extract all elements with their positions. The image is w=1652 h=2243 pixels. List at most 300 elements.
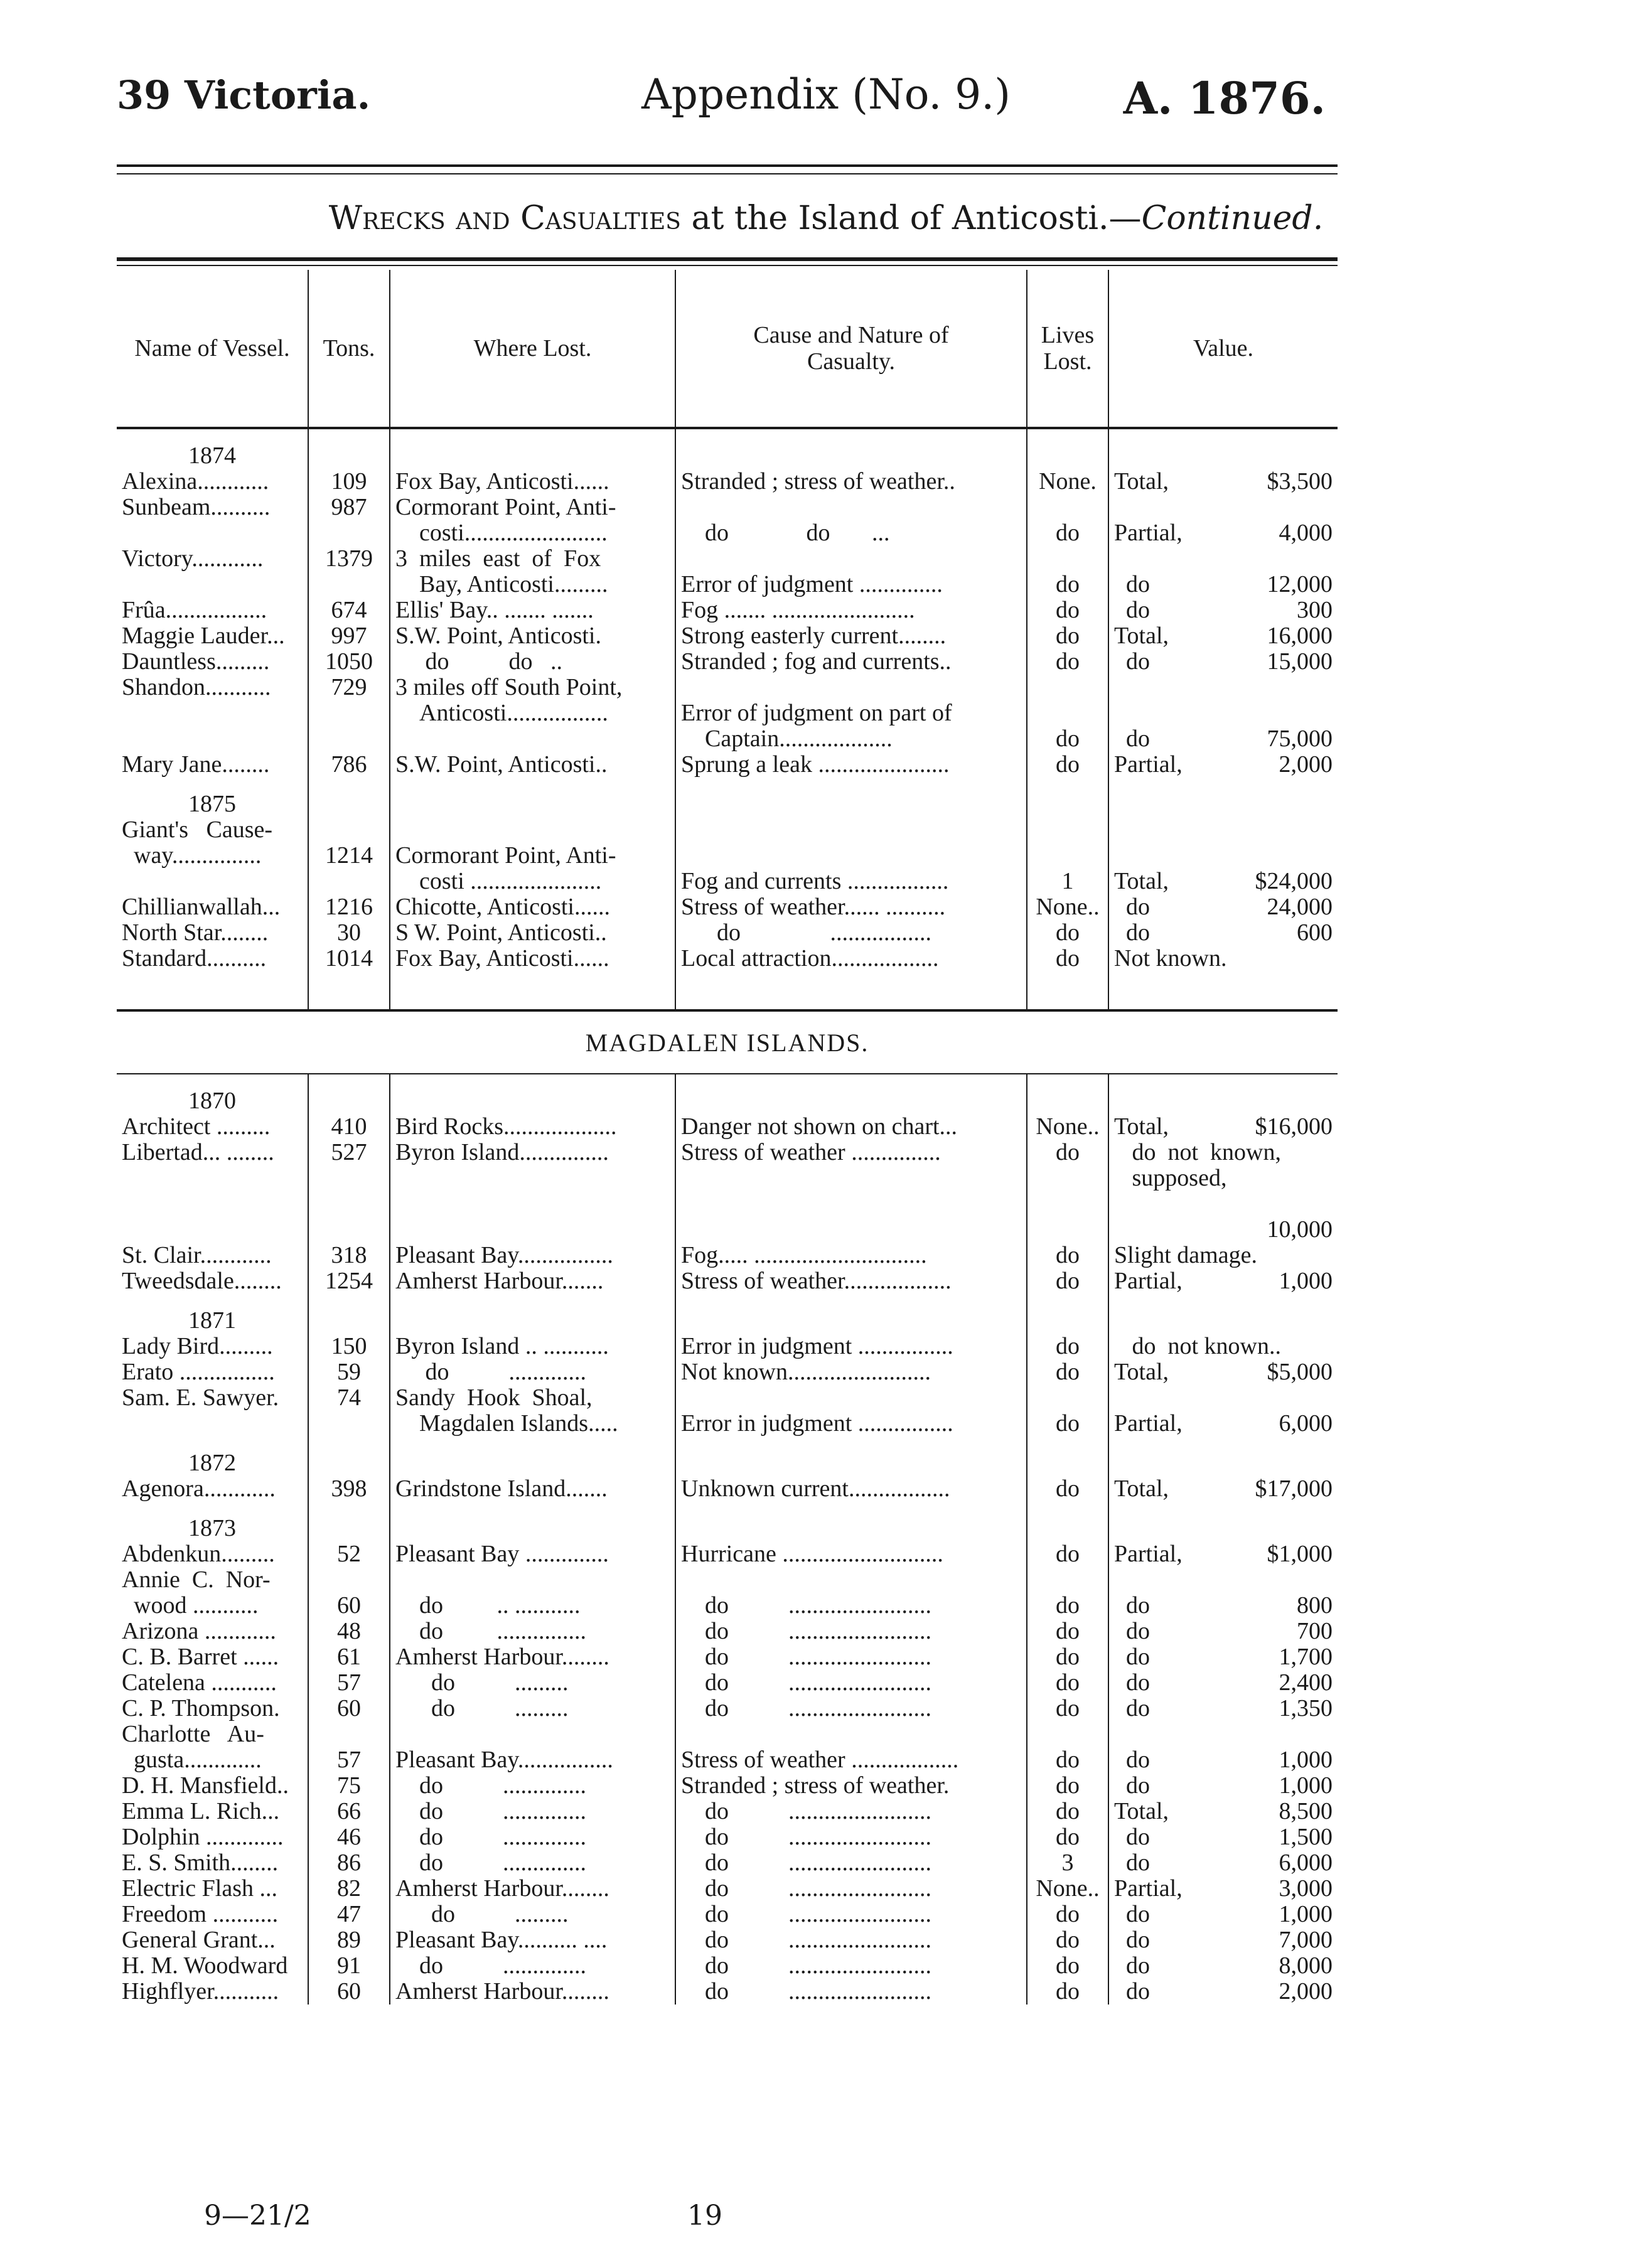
value-amount: 2,000 bbox=[1279, 751, 1333, 778]
casualty-cause: Fog and currents ................. bbox=[675, 817, 1027, 894]
year-label: 1871 bbox=[188, 1307, 236, 1334]
lives-lost: do bbox=[1027, 1140, 1108, 1243]
where-lost: do .............. bbox=[390, 1850, 675, 1876]
where-lost: S W. Point, Anticosti.. bbox=[390, 920, 675, 946]
vessel-tons: 52 bbox=[308, 1541, 390, 1567]
vessel-tons: 1014 bbox=[308, 946, 390, 972]
vessel-tons: 997 bbox=[308, 623, 390, 649]
vessel-tons: 60 bbox=[308, 1696, 390, 1721]
caption-rule-thin bbox=[117, 265, 1338, 266]
empty-cell bbox=[390, 428, 675, 469]
value-amount: 1,000 bbox=[1279, 1747, 1333, 1773]
where-lost: Pleasant Bay.......... .... bbox=[390, 1927, 675, 1953]
value-amount: 1,500 bbox=[1279, 1824, 1333, 1850]
value-cell bbox=[1108, 1773, 1338, 1799]
empty-cell bbox=[308, 1074, 390, 1114]
vessel-name: Maggie Lauder... bbox=[122, 623, 285, 649]
value-type: do bbox=[1114, 1901, 1150, 1927]
lives-lost: do bbox=[1027, 1359, 1108, 1385]
empty-cell bbox=[390, 1502, 675, 1541]
casualty-cause: Stress of weather...... .......... bbox=[675, 894, 1027, 920]
vessel-tons: 86 bbox=[308, 1850, 390, 1876]
where-lost: Byron Island............... bbox=[390, 1140, 675, 1243]
lives-lost: do bbox=[1027, 1334, 1108, 1359]
value-amount: 12,000 bbox=[1267, 571, 1333, 597]
section-title: MAGDALEN ISLANDS. bbox=[117, 1010, 1338, 1074]
where-lost: do do .. bbox=[390, 649, 675, 675]
casualty-cause: Stranded ; fog and currents.. bbox=[675, 649, 1027, 675]
empty-cell bbox=[1027, 972, 1108, 1010]
col-header-vessel: Name of Vessel. bbox=[117, 270, 308, 428]
value-cell bbox=[1108, 597, 1338, 623]
vessel-name: Electric Flash ... bbox=[122, 1875, 277, 1902]
value-type: Total, bbox=[1114, 623, 1169, 649]
vessel-tons: 74 bbox=[308, 1385, 390, 1437]
value-cell bbox=[1108, 675, 1338, 752]
casualty-cause: do ........................ bbox=[675, 1876, 1027, 1902]
value-type: do not known.. bbox=[1114, 1333, 1281, 1359]
vessel-tons: 527 bbox=[308, 1140, 390, 1243]
empty-cell bbox=[1027, 1294, 1108, 1334]
lives-lost: do bbox=[1027, 1670, 1108, 1696]
table-caption bbox=[0, 200, 1652, 237]
lives-lost: None. bbox=[1027, 469, 1108, 495]
casualty-cause: do do ... bbox=[675, 495, 1027, 546]
empty-cell bbox=[675, 1294, 1027, 1334]
value-cell bbox=[1108, 1876, 1338, 1902]
year-label: 1874 bbox=[188, 442, 236, 469]
lives-lost: do bbox=[1027, 1385, 1108, 1437]
empty-cell bbox=[1108, 972, 1338, 1010]
value-cell bbox=[1108, 649, 1338, 675]
casualty-cause: Stress of weather ............... bbox=[675, 1140, 1027, 1243]
value-type: Not known. bbox=[1114, 945, 1227, 972]
where-lost: do ......... bbox=[390, 1902, 675, 1927]
value-cell bbox=[1108, 546, 1338, 597]
lives-lost: do bbox=[1027, 649, 1108, 675]
where-lost: Fox Bay, Anticosti...... bbox=[390, 469, 675, 495]
value-cell bbox=[1108, 1953, 1338, 1979]
vessel-name: Erato ................ bbox=[122, 1359, 275, 1385]
casualty-cause: Local attraction.................. bbox=[675, 946, 1027, 972]
value-amount: 75,000 bbox=[1267, 725, 1333, 752]
year-row bbox=[117, 778, 1338, 817]
empty-cell bbox=[308, 1437, 390, 1476]
value-type: do bbox=[1114, 1952, 1150, 1979]
vessel-name: Sam. E. Sawyer. bbox=[122, 1384, 279, 1411]
casualty-cause: Stress of weather .................. bbox=[675, 1721, 1027, 1773]
where-lost: Amherst Harbour........ bbox=[390, 1644, 675, 1670]
casualty-cause: Error in judgment ................ bbox=[675, 1334, 1027, 1359]
casualty-cause: Stranded ; stress of weather. bbox=[675, 1773, 1027, 1799]
vessel-name: Freedom ........... bbox=[122, 1901, 279, 1927]
col-header-where: Where Lost. bbox=[390, 270, 675, 428]
vessel-tons: 57 bbox=[308, 1670, 390, 1696]
casualty-cause: do ........................ bbox=[675, 1619, 1027, 1644]
vessel-name: Shandon........... bbox=[122, 674, 271, 700]
lives-lost: do bbox=[1027, 1268, 1108, 1294]
empty-cell bbox=[1027, 428, 1108, 469]
vessel-tons: 91 bbox=[308, 1953, 390, 1979]
vessel-name: Standard.......... bbox=[122, 945, 267, 972]
casualty-cause: do ........................ bbox=[675, 1670, 1027, 1696]
where-lost: Fox Bay, Anticosti...... bbox=[390, 946, 675, 972]
where-lost: Byron Island .. ........... bbox=[390, 1334, 675, 1359]
col-header-cause: Cause and Nature of Casualty. bbox=[675, 270, 1027, 428]
value-type: Total, bbox=[1114, 1113, 1169, 1140]
empty-cell bbox=[390, 778, 675, 817]
vessel-name: Sunbeam.......... bbox=[122, 494, 271, 520]
table-row bbox=[117, 1927, 1338, 1953]
value-amount: $1,000 bbox=[1267, 1541, 1333, 1567]
empty-cell bbox=[308, 1502, 390, 1541]
value-cell bbox=[1108, 1567, 1338, 1619]
casualty-cause: Error of judgment on part of Captain................... bbox=[675, 675, 1027, 752]
empty-cell bbox=[1108, 1502, 1338, 1541]
wrecks-table bbox=[117, 270, 1338, 2005]
value-cell bbox=[1108, 1243, 1338, 1268]
value-type: do bbox=[1114, 1927, 1150, 1953]
table-row bbox=[117, 1979, 1338, 2005]
value-type: do bbox=[1126, 1592, 1150, 1619]
table-row bbox=[117, 495, 1338, 546]
empty-cell bbox=[390, 1074, 675, 1114]
where-lost: do ............. bbox=[390, 1359, 675, 1385]
value-cell bbox=[1108, 1476, 1338, 1502]
casualty-cause: Error in judgment ................ bbox=[675, 1385, 1027, 1437]
value-type: Slight damage. bbox=[1114, 1242, 1257, 1268]
empty-cell bbox=[675, 1437, 1027, 1476]
table-row bbox=[117, 1243, 1338, 1268]
table-row bbox=[117, 1385, 1338, 1437]
vessel-tons: 57 bbox=[308, 1721, 390, 1773]
value-cell bbox=[1108, 1359, 1338, 1385]
casualty-cause: Unknown current................. bbox=[675, 1476, 1027, 1502]
value-type: do bbox=[1114, 1618, 1150, 1644]
value-type: do bbox=[1114, 919, 1150, 946]
vessel-tons: 1216 bbox=[308, 894, 390, 920]
where-lost: Pleasant Bay .............. bbox=[390, 1541, 675, 1567]
value-cell bbox=[1108, 946, 1338, 972]
table-row bbox=[117, 817, 1338, 894]
empty-cell bbox=[675, 972, 1027, 1010]
lives-lost: do bbox=[1027, 1927, 1108, 1953]
table-row bbox=[117, 1850, 1338, 1876]
vessel-tons: 75 bbox=[308, 1773, 390, 1799]
value-amount: $17,000 bbox=[1255, 1475, 1333, 1502]
value-type: Partial, bbox=[1114, 751, 1183, 778]
value-amount: 1,700 bbox=[1279, 1644, 1333, 1670]
value-type: Partial, bbox=[1114, 1268, 1183, 1294]
value-cell bbox=[1108, 1850, 1338, 1876]
vessel-tons: 786 bbox=[308, 752, 390, 778]
value-cell bbox=[1108, 920, 1338, 946]
header-rule-thick bbox=[117, 164, 1338, 167]
year-row bbox=[117, 1294, 1338, 1334]
value-amount: 24,000 bbox=[1267, 894, 1333, 920]
table-row bbox=[117, 623, 1338, 649]
table-row bbox=[117, 546, 1338, 597]
vessel-tons: 60 bbox=[308, 1567, 390, 1619]
casualty-cause: do ........................ bbox=[675, 1567, 1027, 1619]
col-header-tons: Tons. bbox=[308, 270, 390, 428]
value-amount: 16,000 bbox=[1267, 623, 1333, 649]
value-cell bbox=[1108, 1902, 1338, 1927]
header-rule-thin bbox=[117, 173, 1338, 174]
where-lost: do .............. bbox=[390, 1953, 675, 1979]
vessel-name: Catelena ........... bbox=[122, 1669, 277, 1696]
vessel-name: Highflyer........... bbox=[122, 1978, 279, 2005]
table-row bbox=[117, 920, 1338, 946]
lives-lost: do bbox=[1027, 1824, 1108, 1850]
value-cell bbox=[1108, 1541, 1338, 1567]
lives-lost: do bbox=[1027, 946, 1108, 972]
table-row bbox=[117, 469, 1338, 495]
casualty-cause: do ........................ bbox=[675, 1696, 1027, 1721]
where-lost: Bird Rocks................... bbox=[390, 1114, 675, 1140]
value-amount: $3,500 bbox=[1267, 468, 1333, 495]
table-header-row bbox=[117, 270, 1338, 428]
casualty-cause: Fog ....... ........................ bbox=[675, 597, 1027, 623]
value-type: do bbox=[1114, 1850, 1150, 1876]
table-row bbox=[117, 1670, 1338, 1696]
vessel-name: Agenora............ bbox=[122, 1475, 276, 1502]
lives-lost: do bbox=[1027, 623, 1108, 649]
vessel-tons: 47 bbox=[308, 1902, 390, 1927]
value-amount: 6,000 bbox=[1279, 1410, 1333, 1437]
value-cell bbox=[1108, 1824, 1338, 1850]
value-amount: $24,000 bbox=[1255, 868, 1333, 894]
vessel-name: Dolphin ............. bbox=[122, 1824, 284, 1850]
where-lost: Chicotte, Anticosti...... bbox=[390, 894, 675, 920]
caption-continued: Continued. bbox=[1141, 200, 1324, 237]
table-row bbox=[117, 1476, 1338, 1502]
vessel-name: General Grant... bbox=[122, 1927, 276, 1953]
where-lost: Sandy Hook Shoal, Magdalen Islands..... bbox=[390, 1385, 675, 1437]
table-row bbox=[117, 675, 1338, 752]
vessel-name: Giant's Cause- way............... bbox=[122, 816, 273, 869]
value-type: Total, bbox=[1114, 868, 1169, 894]
value-cell bbox=[1108, 469, 1338, 495]
vessel-tons: 150 bbox=[308, 1334, 390, 1359]
vessel-tons: 674 bbox=[308, 597, 390, 623]
caption-rule-thick bbox=[117, 257, 1338, 261]
vessel-name: Charlotte Au- gusta............. bbox=[122, 1721, 264, 1773]
value-type: do bbox=[1114, 1978, 1150, 2005]
value-amount: 7,000 bbox=[1279, 1927, 1333, 1953]
lives-lost: do bbox=[1027, 1773, 1108, 1799]
empty-cell bbox=[675, 778, 1027, 817]
table-row bbox=[117, 1334, 1338, 1359]
empty-cell bbox=[1027, 1437, 1108, 1476]
vessel-tons: 60 bbox=[308, 1979, 390, 2005]
value-amount: 3,000 bbox=[1279, 1875, 1333, 1902]
year-label: 1870 bbox=[188, 1088, 236, 1114]
value-type: Partial, bbox=[1114, 520, 1183, 546]
lives-lost: do bbox=[1027, 1619, 1108, 1644]
value-cell bbox=[1108, 1696, 1338, 1721]
lives-lost: do bbox=[1027, 1979, 1108, 2005]
value-amount: 2,000 bbox=[1279, 1978, 1333, 2005]
value-amount: 15,000 bbox=[1267, 648, 1333, 675]
vessel-tons: 1254 bbox=[308, 1268, 390, 1294]
value-type: do bbox=[1114, 1669, 1150, 1696]
value-type: Partial, bbox=[1114, 1410, 1183, 1437]
value-type: Total, bbox=[1114, 1475, 1169, 1502]
lives-lost: do bbox=[1027, 495, 1108, 546]
value-cell bbox=[1108, 1619, 1338, 1644]
value-amount: 1,000 bbox=[1279, 1268, 1333, 1294]
where-lost: Pleasant Bay................ bbox=[390, 1721, 675, 1773]
value-type: do bbox=[1114, 1695, 1150, 1721]
where-lost: do ......... bbox=[390, 1696, 675, 1721]
empty-cell bbox=[308, 972, 390, 1010]
lives-lost: do bbox=[1027, 1243, 1108, 1268]
empty-cell bbox=[308, 778, 390, 817]
casualty-cause: do ........................ bbox=[675, 1799, 1027, 1824]
table-row bbox=[117, 1953, 1338, 1979]
vessel-tons: 30 bbox=[308, 920, 390, 946]
vessel-name: C. P. Thompson. bbox=[122, 1695, 280, 1721]
casualty-cause: do ........................ bbox=[675, 1927, 1027, 1953]
value-cell bbox=[1108, 623, 1338, 649]
table-row bbox=[117, 1140, 1338, 1243]
casualty-cause: Fog..... ............................. bbox=[675, 1243, 1027, 1268]
value-cell bbox=[1108, 1721, 1338, 1773]
empty-cell bbox=[1027, 1502, 1108, 1541]
lives-lost: None.. bbox=[1027, 1876, 1108, 1902]
where-lost: Ellis' Bay.. ....... ....... bbox=[390, 597, 675, 623]
value-cell bbox=[1108, 1114, 1338, 1140]
where-lost: Amherst Harbour........ bbox=[390, 1876, 675, 1902]
value-type: Partial, bbox=[1114, 1541, 1183, 1567]
table-row bbox=[117, 1773, 1338, 1799]
vessel-name: Dauntless......... bbox=[122, 648, 270, 675]
value-cell bbox=[1108, 1385, 1338, 1437]
vessel-name: Emma L. Rich... bbox=[122, 1798, 280, 1824]
caption-title: Wrecks and Casualties bbox=[328, 200, 681, 237]
vessel-tons: 410 bbox=[308, 1114, 390, 1140]
value-cell bbox=[1108, 1644, 1338, 1670]
value-amount: 8,000 bbox=[1279, 1952, 1333, 1979]
vessel-name: D. H. Mansfield.. bbox=[122, 1772, 289, 1799]
value-type: do bbox=[1114, 894, 1150, 920]
lives-lost: do bbox=[1027, 546, 1108, 597]
casualty-cause: Not known........................ bbox=[675, 1359, 1027, 1385]
value-amount: 300 bbox=[1297, 597, 1333, 623]
value-amount: 10,000 bbox=[1267, 1216, 1333, 1243]
vessel-name: St. Clair............ bbox=[122, 1242, 272, 1268]
where-lost: Cormorant Point, Anti- costi ...................... bbox=[390, 817, 675, 894]
casualty-cause: Error of judgment .............. bbox=[675, 546, 1027, 597]
vessel-name: Alexina............ bbox=[122, 468, 269, 495]
vessel-tons: 66 bbox=[308, 1799, 390, 1824]
value-type: Total, bbox=[1114, 468, 1169, 495]
vessel-name: Tweedsdale........ bbox=[122, 1268, 282, 1294]
lives-lost: do bbox=[1027, 1696, 1108, 1721]
value-type: do bbox=[1114, 597, 1150, 623]
vessel-tons: 61 bbox=[308, 1644, 390, 1670]
lives-lost: do bbox=[1027, 1721, 1108, 1773]
where-lost: Grindstone Island....... bbox=[390, 1476, 675, 1502]
vessel-tons: 729 bbox=[308, 675, 390, 752]
value-cell bbox=[1108, 1799, 1338, 1824]
empty-cell bbox=[390, 972, 675, 1010]
table-row bbox=[117, 1876, 1338, 1902]
table-row bbox=[117, 946, 1338, 972]
lives-lost: do bbox=[1027, 1644, 1108, 1670]
value-type: do bbox=[1126, 725, 1150, 752]
empty-cell bbox=[117, 972, 308, 1010]
value-amount: 8,500 bbox=[1279, 1798, 1333, 1824]
vessel-name: H. M. Woodward bbox=[122, 1952, 288, 1979]
vessel-name: Annie C. Nor- wood ........... bbox=[122, 1566, 271, 1619]
table-row bbox=[117, 1541, 1338, 1567]
vessel-tons: 1050 bbox=[308, 649, 390, 675]
where-lost: do .............. bbox=[390, 1799, 675, 1824]
value-cell bbox=[1108, 1927, 1338, 1953]
table-row bbox=[117, 1902, 1338, 1927]
where-lost: Cormorant Point, Anti- costi........................ bbox=[390, 495, 675, 546]
vessel-name: Mary Jane........ bbox=[122, 751, 270, 778]
lives-lost: do bbox=[1027, 597, 1108, 623]
casualty-cause: Hurricane ........................... bbox=[675, 1541, 1027, 1567]
vessel-tons: 46 bbox=[308, 1824, 390, 1850]
vessel-tons: 318 bbox=[308, 1243, 390, 1268]
vessel-name: E. S. Smith........ bbox=[122, 1850, 279, 1876]
where-lost: do ............... bbox=[390, 1619, 675, 1644]
value-type: do bbox=[1114, 1644, 1150, 1670]
casualty-cause: Strong easterly current........ bbox=[675, 623, 1027, 649]
value-amount: 700 bbox=[1297, 1618, 1333, 1644]
where-lost: Amherst Harbour....... bbox=[390, 1268, 675, 1294]
year-label: 1873 bbox=[188, 1515, 236, 1541]
casualty-cause: Stranded ; stress of weather.. bbox=[675, 469, 1027, 495]
where-lost: do .. ........... bbox=[390, 1567, 675, 1619]
empty-cell bbox=[1027, 778, 1108, 817]
empty-cell bbox=[1108, 428, 1338, 469]
year-row bbox=[117, 1502, 1338, 1541]
table-row bbox=[117, 894, 1338, 920]
value-cell bbox=[1108, 1140, 1338, 1243]
year-row bbox=[117, 1074, 1338, 1114]
casualty-cause: Stress of weather.................. bbox=[675, 1268, 1027, 1294]
header-appendix: Appendix (No. 9.) bbox=[641, 70, 1011, 119]
vessel-name: Victory............ bbox=[122, 545, 264, 572]
empty-cell bbox=[390, 1294, 675, 1334]
vessel-tons: 59 bbox=[308, 1359, 390, 1385]
table-row bbox=[117, 1721, 1338, 1773]
value-amount: 4,000 bbox=[1279, 520, 1333, 546]
table-row bbox=[117, 597, 1338, 623]
lives-lost: do bbox=[1027, 1799, 1108, 1824]
empty-cell bbox=[675, 1074, 1027, 1114]
where-lost: 3 miles off South Point, Anticosti................. bbox=[390, 675, 675, 752]
spacer-row bbox=[117, 972, 1338, 1010]
value-type: do bbox=[1114, 1772, 1150, 1799]
table-row bbox=[117, 1799, 1338, 1824]
empty-cell bbox=[1108, 1294, 1338, 1334]
value-amount: 6,000 bbox=[1279, 1850, 1333, 1876]
vessel-name: Lady Bird......... bbox=[122, 1333, 273, 1359]
value-type: Total, bbox=[1114, 1359, 1169, 1385]
where-lost: Amherst Harbour........ bbox=[390, 1979, 675, 2005]
table-row bbox=[117, 1359, 1338, 1385]
value-amount: 1,000 bbox=[1279, 1772, 1333, 1799]
casualty-cause: do ........................ bbox=[675, 1979, 1027, 2005]
table-row bbox=[117, 1696, 1338, 1721]
value-type: do bbox=[1126, 1747, 1150, 1773]
